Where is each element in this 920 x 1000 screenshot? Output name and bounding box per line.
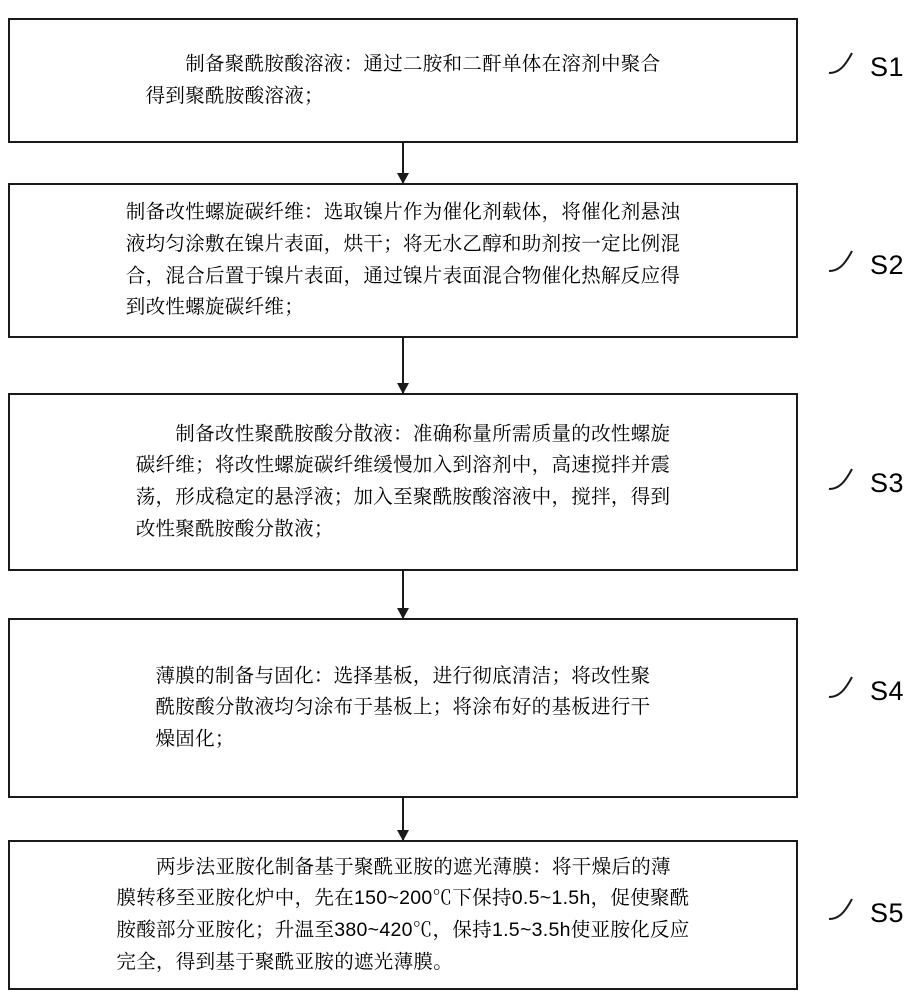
flow-step-s4-label: S4 — [870, 676, 905, 706]
connector-s1-s2 — [402, 143, 404, 183]
flow-step-s5-label: S5 — [870, 898, 905, 928]
leader-line-s1 — [828, 50, 854, 76]
leader-line-s5 — [828, 896, 854, 922]
flow-step-s5-text: 两步法亚胺化制备基于聚酰亚胺的遮光薄膜：将干燥后的薄 膜转移至亚胺化炉中，先在150~200℃下保持0.5~1.5h，促使聚酰 胺酸部分亚胺化；升温至380~420℃，保持1.5~3.5h使亚胺化反应 完全，得到基于聚酰亚胺的遮光薄膜。 — [116, 855, 690, 973]
flow-step-s2 — [8, 183, 798, 338]
flow-step-s1 — [8, 18, 798, 143]
flow-step-s4 — [8, 618, 798, 798]
leader-line-s4 — [828, 674, 854, 700]
leader-line-s2 — [828, 248, 854, 274]
flow-step-s2-text: 制备改性螺旋碳纤维：选取镍片作为催化剂载体，将催化剂悬浊 液均匀涂敷在镍片表面，烘干；将无水乙醇和助剂按一定比例混 合，混合后置于镍片表面，通过镍片表面混合物催化热解反应得 到改性螺旋碳纤维； — [125, 201, 681, 319]
connector-s4-s5 — [402, 798, 404, 840]
leader-line-s3 — [828, 466, 854, 492]
flow-step-s1-text: 制备聚酰胺酸溶液：通过二胺和二酐单体在溶剂中聚合 得到聚酰胺酸溶液； — [145, 52, 661, 107]
connector-s2-s3 — [402, 338, 404, 393]
flow-step-s3 — [8, 393, 798, 571]
flow-step-s5 — [8, 840, 798, 990]
flow-step-s3-label: S3 — [870, 468, 905, 498]
flow-step-s2-label: S2 — [870, 250, 905, 280]
flow-step-s3-text: 制备改性聚酰胺酸分散液：准确称量所需质量的改性螺旋 碳纤维；将改性螺旋碳纤维缓慢加入到溶剂中，高速搅拌并震 荡，形成稳定的悬浮液；加入至聚酰胺酸溶液中，搅拌，得到 改性聚酰胺酸分散液； — [135, 422, 671, 540]
flow-step-s1-label: S1 — [870, 52, 905, 82]
flow-step-s4-text: 薄膜的制备与固化：选择基板，进行彻底清洁；将改性聚 酰胺酸分散液均匀涂布于基板上；将涂布好的基板进行干 燥固化； — [155, 664, 651, 750]
connector-s3-s4 — [402, 571, 404, 618]
